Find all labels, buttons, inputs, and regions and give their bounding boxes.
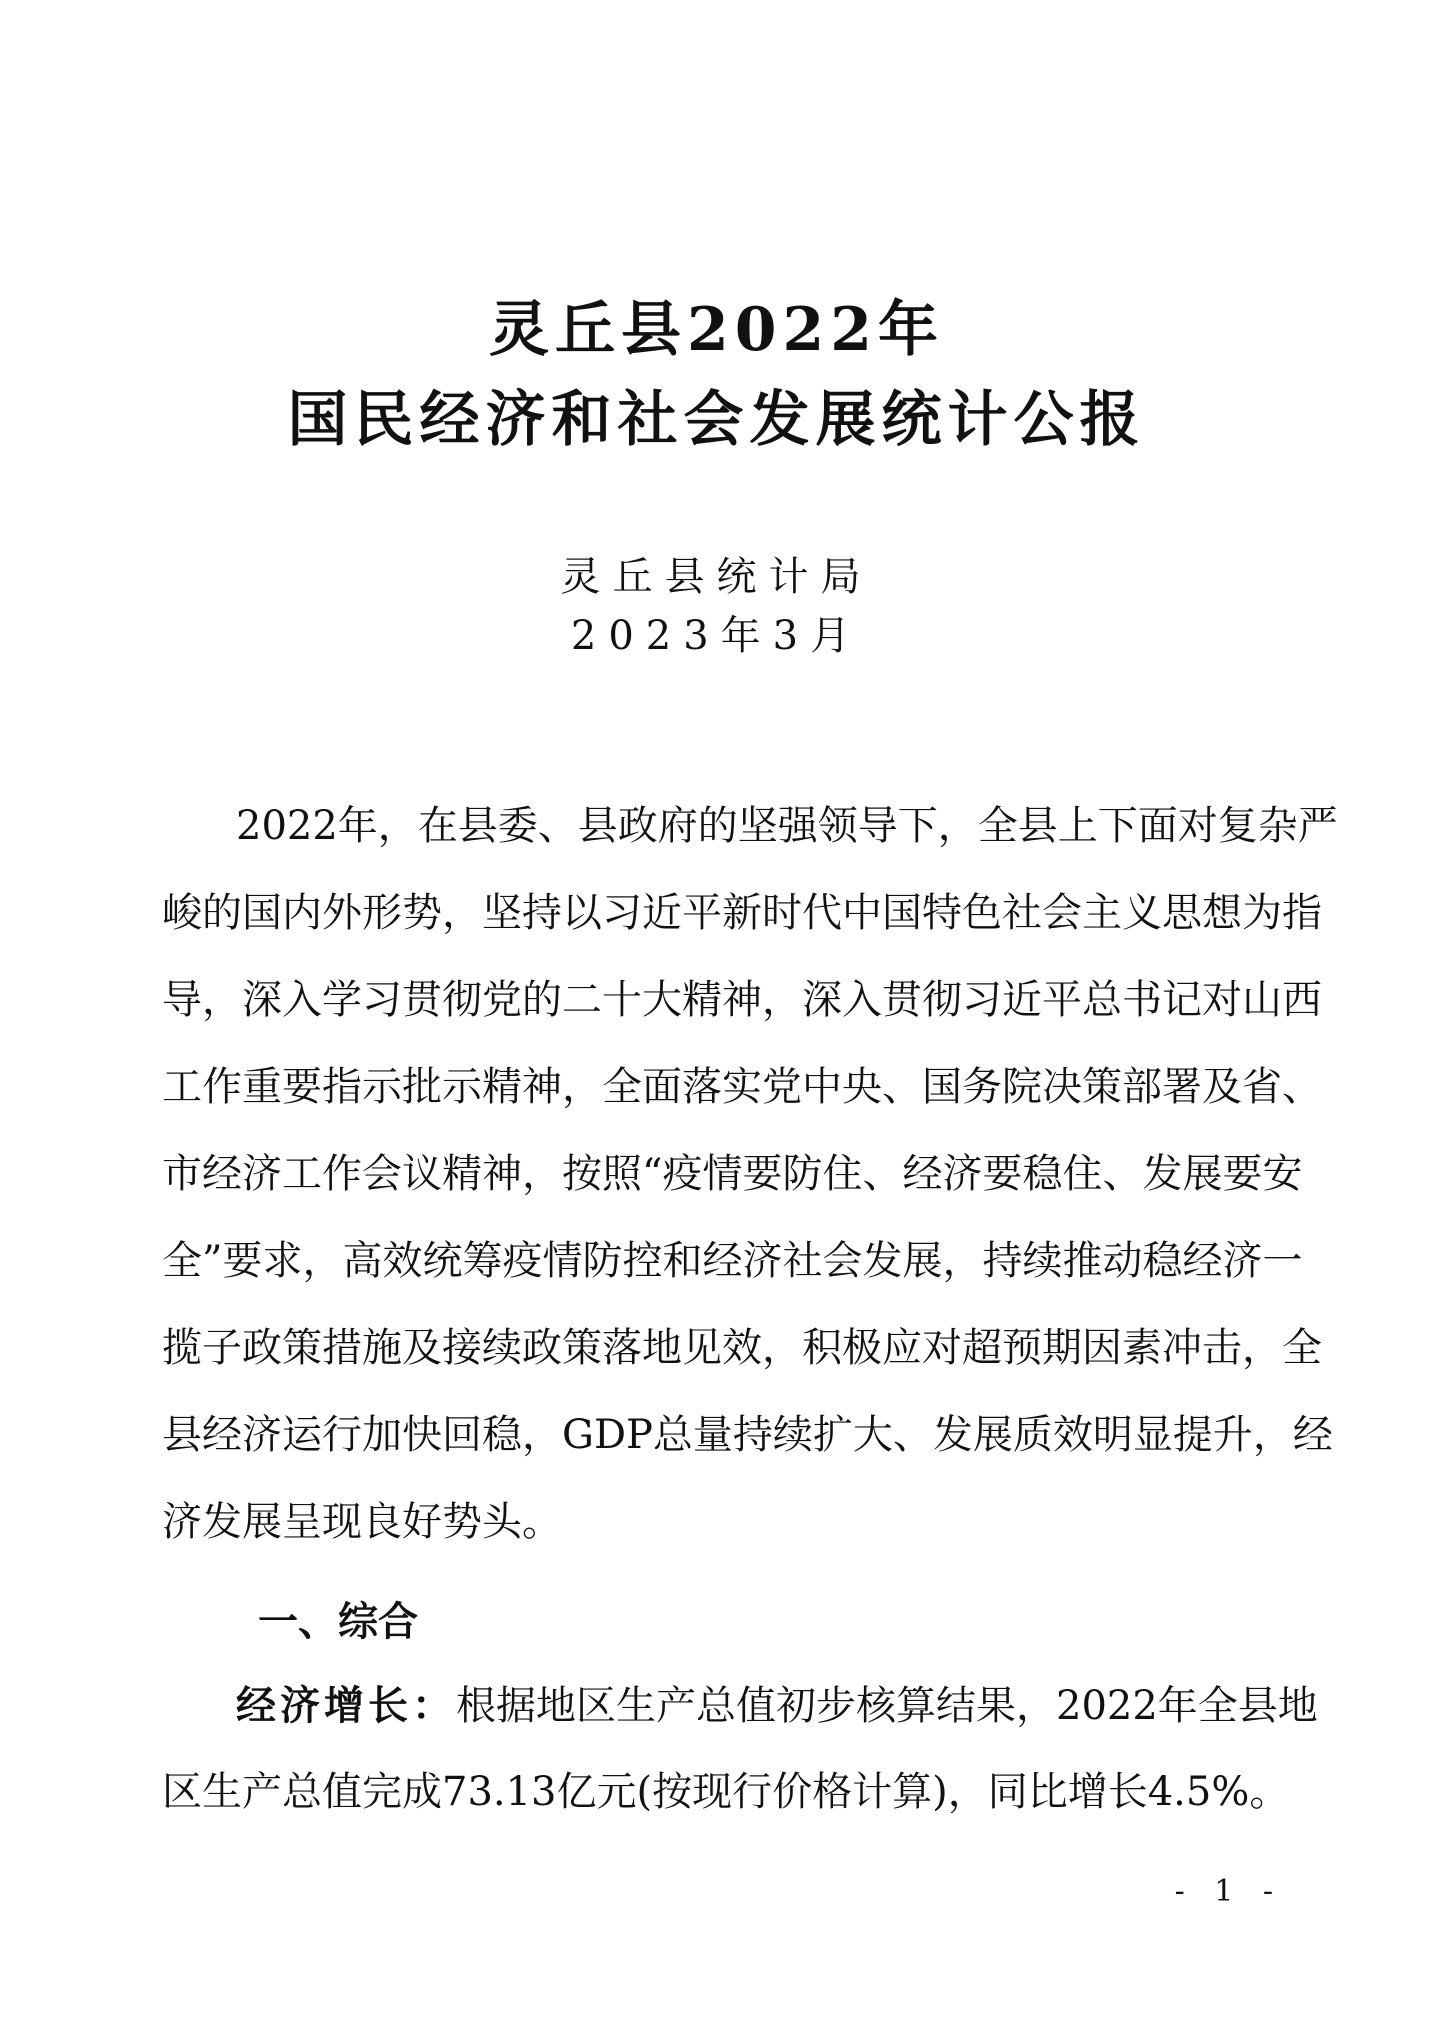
- issue-date: 2023年3月: [570, 613, 863, 659]
- intro-line: 峻的国内外形势，坚持以习近平新时代中国特色社会主义思想为指: [162, 890, 1322, 936]
- section-heading: 一、综合: [258, 1598, 418, 1645]
- growth-label: 经济增长：: [236, 1682, 456, 1729]
- page-number: - 1 -: [1174, 1874, 1283, 1909]
- document-title-line2: 国民经济和社会发展统计公报: [287, 385, 1146, 455]
- intro-line: 导，深入学习贯彻党的二十大精神，深入贯彻习近平总书记对山西: [162, 977, 1322, 1023]
- intro-line: 揽子政策措施及接续政策落地见效，积极应对超预期因素冲击，全: [162, 1325, 1322, 1371]
- intro-line: 全”要求，高效统筹疫情防控和经济社会发展，持续推动稳经济一: [162, 1238, 1303, 1284]
- intro-line: 2022年，在县委、县政府的坚强领导下，全县上下面对复杂严: [236, 803, 1338, 849]
- growth-paragraph-line1: [236, 1680, 1318, 1732]
- intro-line: 市经济工作会议精神，按照“疫情要防住、经济要稳住、发展要安: [162, 1151, 1303, 1197]
- growth-paragraph-line2: 区生产总值完成73.13亿元(按现行价格计算)，同比增长4.5%。: [162, 1769, 1290, 1815]
- issuer: 灵丘县统计局: [560, 554, 873, 600]
- growth-text: 根据地区生产总值初步核算结果，2022年全县地: [456, 1683, 1318, 1729]
- document-title-line1: 灵丘县2022年: [489, 295, 944, 365]
- intro-line: 县经济运行加快回稳，GDP总量持续扩大、发展质效明显提升，经: [162, 1412, 1333, 1458]
- intro-line: 济发展呈现良好势头。: [162, 1499, 562, 1545]
- intro-line: 工作重要指示批示精神，全面落实党中央、国务院决策部署及省、: [162, 1064, 1322, 1110]
